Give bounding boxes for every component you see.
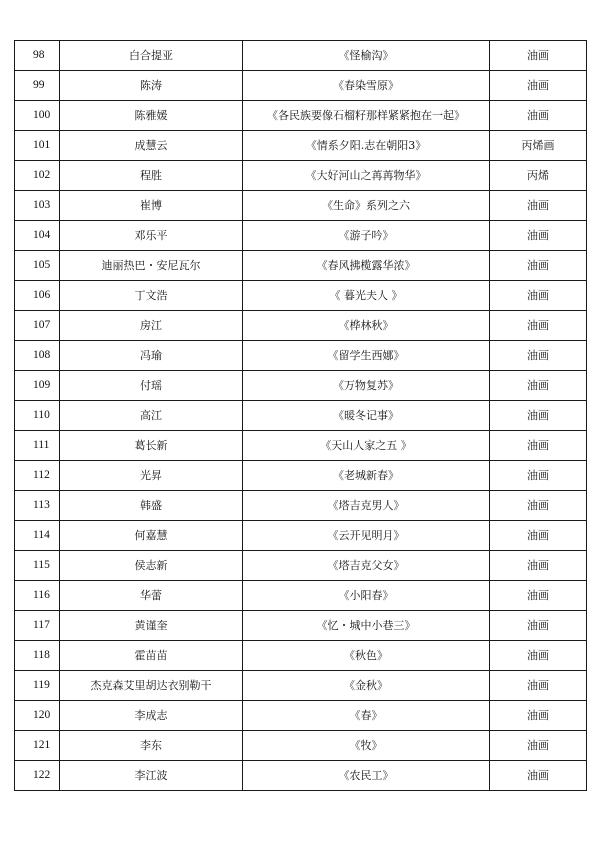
author-name: 房江: [60, 311, 243, 341]
author-name: 付瑶: [60, 371, 243, 401]
table-row: [15, 431, 587, 461]
art-medium: 油画: [490, 401, 587, 431]
author-name: 高江: [60, 401, 243, 431]
row-number: 106: [15, 281, 60, 311]
author-name: 白合提亚: [60, 41, 243, 71]
table-row: [15, 281, 587, 311]
artwork-title: 《塔吉克男人》: [243, 491, 490, 521]
artwork-title: 《情系夕阳.志在朝阳3》: [243, 131, 490, 161]
table-row: [15, 701, 587, 731]
row-number: 114: [15, 521, 60, 551]
row-number: 120: [15, 701, 60, 731]
artwork-title: 《塔吉克父女》: [243, 551, 490, 581]
artwork-title: 《留学生西娜》: [243, 341, 490, 371]
artwork-title: 《桦林秋》: [243, 311, 490, 341]
art-medium: 油画: [490, 71, 587, 101]
author-name: 崔博: [60, 191, 243, 221]
artwork-title: 《金秋》: [243, 671, 490, 701]
art-medium: 油画: [490, 581, 587, 611]
row-number: 103: [15, 191, 60, 221]
art-medium: 油画: [490, 611, 587, 641]
row-number: 100: [15, 101, 60, 131]
artwork-title: 《暖冬记事》: [243, 401, 490, 431]
row-number: 113: [15, 491, 60, 521]
row-number: 102: [15, 161, 60, 191]
row-number: 98: [15, 41, 60, 71]
author-name: 冯瑜: [60, 341, 243, 371]
artwork-title: 《农民工》: [243, 761, 490, 791]
row-number: 111: [15, 431, 60, 461]
artwork-title: 《春》: [243, 701, 490, 731]
row-number: 110: [15, 401, 60, 431]
table-row: [15, 401, 587, 431]
author-name: 迪丽热巴・安尼瓦尔: [60, 251, 243, 281]
row-number: 105: [15, 251, 60, 281]
art-medium: 油画: [490, 341, 587, 371]
author-name: 程胜: [60, 161, 243, 191]
art-medium: 油画: [490, 371, 587, 401]
table-row: [15, 131, 587, 161]
author-name: 李成志: [60, 701, 243, 731]
row-number: 121: [15, 731, 60, 761]
author-name: 韩盛: [60, 491, 243, 521]
row-number: 108: [15, 341, 60, 371]
artwork-title: 《老城新春》: [243, 461, 490, 491]
table-row: [15, 521, 587, 551]
art-medium: 油画: [490, 101, 587, 131]
author-name: 陈涛: [60, 71, 243, 101]
row-number: 119: [15, 671, 60, 701]
art-medium: 油画: [490, 191, 587, 221]
table-row: [15, 671, 587, 701]
table-row: [15, 641, 587, 671]
row-number: 122: [15, 761, 60, 791]
artwork-title: 《万物复苏》: [243, 371, 490, 401]
art-medium: 油画: [490, 311, 587, 341]
table-row: [15, 191, 587, 221]
author-name: 杰克森艾里胡达衣别勒干: [60, 671, 243, 701]
table-row: [15, 101, 587, 131]
table-row: [15, 161, 587, 191]
row-number: 99: [15, 71, 60, 101]
art-medium: 油画: [490, 701, 587, 731]
art-medium: 油画: [490, 761, 587, 791]
artwork-title: 《春风拂榄露华浓》: [243, 251, 490, 281]
author-name: 光昇: [60, 461, 243, 491]
table-row: [15, 41, 587, 71]
table-row: [15, 311, 587, 341]
art-medium: 油画: [490, 671, 587, 701]
table-row: [15, 551, 587, 581]
art-medium: 油画: [490, 641, 587, 671]
table-body: [15, 41, 587, 791]
row-number: 117: [15, 611, 60, 641]
artwork-title: 《生命》系列之六: [243, 191, 490, 221]
row-number: 118: [15, 641, 60, 671]
artwork-title: 《大好河山之苒苒物华》: [243, 161, 490, 191]
table-row: [15, 71, 587, 101]
artwork-title: 《秋色》: [243, 641, 490, 671]
author-name: 侯志新: [60, 551, 243, 581]
table-row: [15, 461, 587, 491]
art-medium: 油画: [490, 551, 587, 581]
art-medium: 油画: [490, 221, 587, 251]
author-name: 陈雅媛: [60, 101, 243, 131]
art-medium: 油画: [490, 41, 587, 71]
author-name: 丁文浩: [60, 281, 243, 311]
artwork-title: 《游子吟》: [243, 221, 490, 251]
row-number: 101: [15, 131, 60, 161]
row-number: 104: [15, 221, 60, 251]
artwork-title: 《 暮光夫人 》: [243, 281, 490, 311]
art-medium: 油画: [490, 521, 587, 551]
author-name: 何嘉慧: [60, 521, 243, 551]
artwork-title: 《小阳春》: [243, 581, 490, 611]
table-row: [15, 731, 587, 761]
row-number: 115: [15, 551, 60, 581]
table-row: [15, 221, 587, 251]
table-row: [15, 581, 587, 611]
art-medium: 油画: [490, 491, 587, 521]
table-row: [15, 761, 587, 791]
row-number: 107: [15, 311, 60, 341]
art-medium: 油画: [490, 461, 587, 491]
art-medium: 丙烯: [490, 161, 587, 191]
artwork-title: 《春染雪原》: [243, 71, 490, 101]
author-name: 葛长新: [60, 431, 243, 461]
art-medium: 丙烯画: [490, 131, 587, 161]
artwork-title: 《天山人家之五 》: [243, 431, 490, 461]
art-medium: 油画: [490, 731, 587, 761]
table-row: [15, 611, 587, 641]
art-medium: 油画: [490, 431, 587, 461]
table-row: [15, 371, 587, 401]
row-number: 109: [15, 371, 60, 401]
author-name: 李东: [60, 731, 243, 761]
author-name: 黄谨奎: [60, 611, 243, 641]
art-medium: 油画: [490, 251, 587, 281]
document-page: [14, 40, 586, 791]
artwork-title: 《各民族要像石榴籽那样紧紧抱在一起》: [243, 101, 490, 131]
artwork-list-table: [14, 40, 587, 791]
artwork-title: 《怪榆沟》: [243, 41, 490, 71]
author-name: 李江波: [60, 761, 243, 791]
author-name: 邓乐平: [60, 221, 243, 251]
artwork-title: 《云开见明月》: [243, 521, 490, 551]
table-row: [15, 251, 587, 281]
author-name: 霍苗苗: [60, 641, 243, 671]
author-name: 成慧云: [60, 131, 243, 161]
artwork-title: 《忆・城中小巷三》: [243, 611, 490, 641]
table-row: [15, 341, 587, 371]
table-row: [15, 491, 587, 521]
row-number: 116: [15, 581, 60, 611]
artwork-title: 《牧》: [243, 731, 490, 761]
row-number: 112: [15, 461, 60, 491]
author-name: 华蕾: [60, 581, 243, 611]
art-medium: 油画: [490, 281, 587, 311]
